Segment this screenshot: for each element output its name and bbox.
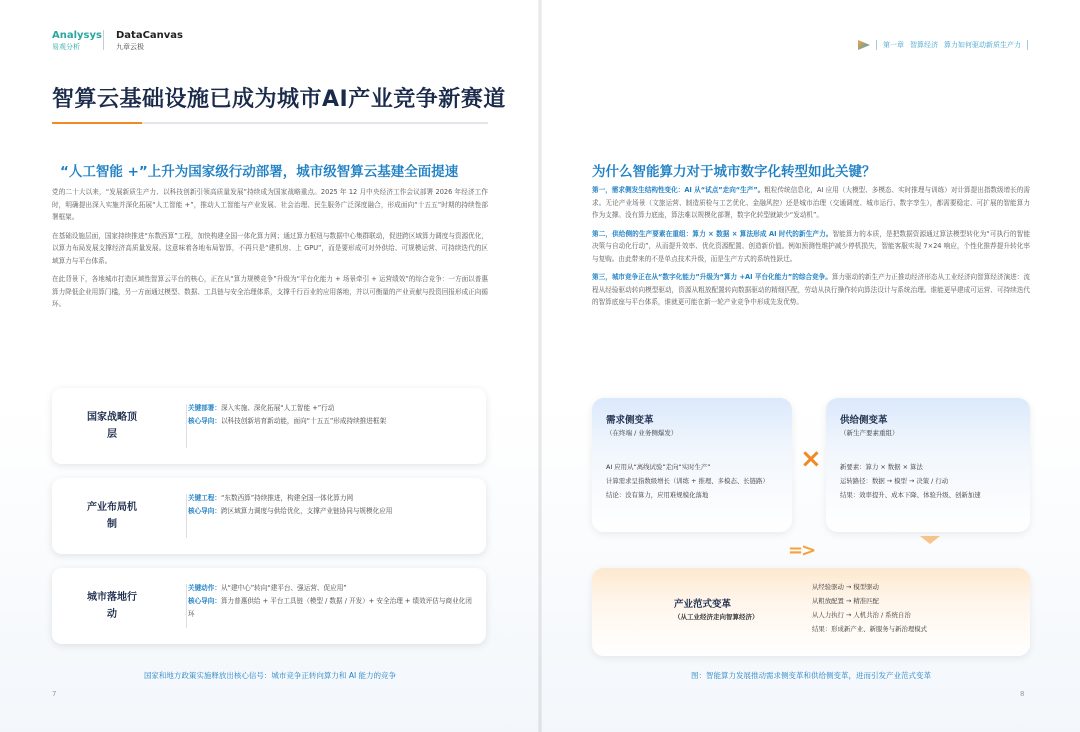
- down-arrow-icon: [920, 536, 940, 544]
- supply-card-title: 供给侧变革: [840, 415, 888, 426]
- timeline-label: 产业布局机制: [52, 478, 172, 554]
- datacanvas-logo-name: DataCanvas: [116, 30, 184, 41]
- chapter-breadcrumb: [858, 40, 1028, 50]
- right-section-title: 为什么智能算力对于城市数字化转型如此关键？: [592, 164, 876, 180]
- timeline-box-industry: [52, 478, 486, 554]
- supply-side-card: [826, 398, 1030, 532]
- timeline-divider: [186, 404, 187, 448]
- page-title: 智算云基础设施已成为城市AI产业竞争新赛道: [52, 87, 506, 112]
- timeline-box-city: [52, 568, 486, 644]
- demand-card-items: AI 应用从“离线试验”走向“实时生产” 计算需求呈指数级增长（训练 + 推理、多模态、长链路） 结论：没有算力，应用难规模化落地: [606, 463, 769, 499]
- title-underline: [52, 122, 488, 124]
- breadcrumb-section: 智算经济: [910, 41, 938, 49]
- analysys-logo: [52, 30, 102, 52]
- demand-card-title: 需求侧变革: [606, 415, 654, 426]
- right-point-2: 第二，供给侧的生产要素在重组：算力 × 数据 × 算法形成 AI 时代的新生产力。智能算力的本质，是把数据资源通过算法模型转化为“可执行的智能决策与自动化行动”，从而提升效率、优化资源配置、创造新价值。例如预测性维护减少停机损失，智能客服实现 7×24 响应，个性化推荐提升转化率与复购。由此带来的不是单点技术升级，而是生产方式的系统性跃迁。: [592, 229, 1030, 263]
- demand-card-subtitle: （在终端 / 业务侧爆发）: [606, 429, 678, 437]
- timeline-body: 关键动作：从“建中心”转向“建平台、强运营、促应用” 核心导向：算力普惠供给 + 平台工具链（模型 / 数据 / 开发）+ 安全治理 + 绩效评估与商业化闭环: [188, 584, 472, 618]
- page-number-right: 8: [1020, 690, 1025, 698]
- paradigm-card-subtitle: （从工业经济走向智算经济）: [674, 613, 759, 621]
- demand-side-card: [592, 398, 792, 532]
- timeline-label: 国家战略顶层: [52, 388, 172, 464]
- paradigm-card: [592, 568, 1030, 656]
- timeline-divider: [186, 494, 187, 538]
- right-point-1: 第一，需求侧发生结构性变化：AI 从“试点”走向“生产”。粗粒传统信息化，AI 应用（大模型、多模态、实时推理与训练）对计算提出指数级增长的需求。无论产业场景（文旅运营、制造质检与工艺优化、金融风控）还是城市治理（交通调度、城市运行、数字孪生），都需要稳定、可扩展的智能算力作为支撑。没有算力底座，算法难以规模化部署，数字化转型就缺少“发动机”。: [592, 186, 1030, 219]
- equals-arrow-icon: =>: [788, 540, 815, 561]
- datacanvas-logo-cn: 九章云极: [116, 43, 144, 51]
- logo-divider: [103, 30, 104, 50]
- supply-card-items: 新要素：算力 × 数据 × 算法 运转路径：数据 → 模型 → 决策 / 行动 结果：效率提升、成本下降、体验升级、创新加速: [840, 463, 981, 499]
- left-paragraph-3: 在此背景下，各地城市打造区域性智算云平台的核心，正在从“算力规模竞争”升级为“平台化能力 + 场景牵引 + 运营绩效”的综合竞争：一方面以普惠算力降低企业用算门槛，另一方面通过模型、数据、工具链与安全治理体系，支撑千行百业的应用落地，并以可衡量的产业贡献与投资回报形成正向循环。: [52, 275, 488, 308]
- analysys-logo-name: Analysys: [52, 30, 102, 41]
- left-body-text: [52, 186, 488, 317]
- paradigm-card-title: 产业范式变革: [674, 599, 732, 610]
- left-paragraph-1: 党的二十大以来，“发展新质生产力、以科技创新引领高质量发展”持续成为国家战略重点。2025 年 12 月中央经济工作会议部署 2026 年经济工作时，明确提出深入实施并深化拓展“人工智能 +”，推动人工智能与产业发展、社会治理、民生服务广泛深度融合，形成面向“十五五”时期的持续性部署框架。: [52, 188, 488, 221]
- right-body-text: [592, 184, 1030, 315]
- right-figure-caption: 图：智能算力发展推动需求侧变革和供给侧变革，进而引发产业范式变革: [691, 671, 931, 680]
- right-point-3: 第三，城市竞争正在从“数字化能力”升级为“算力 +AI 平台化能力”的综合竞争。算力驱动的新生产力正推动经济形态从工业经济向智算经济演进：流程从经验驱动转向模型驱动，资源从粗放配置转向数据驱动的精细匹配，劳动从执行操作转向算法设计与系统治理。谁能更早建成可运营、可持续迭代的智算底座与平台体系，谁就更可能在新一轮产业竞争中形成先发优势。: [592, 273, 1030, 306]
- breadcrumb-topic: 算力如何驱动新质生产力: [944, 41, 1021, 49]
- page-number-left: 7: [52, 690, 57, 698]
- timeline-body: 关键工程：“东数西算”持续推进，构建全国一体化算力网 核心导向：跨区域算力调度与供给优化，支撑产业链协同与规模化应用: [188, 494, 393, 515]
- timeline-box-national: [52, 388, 486, 464]
- book-spine: [538, 0, 542, 732]
- timeline-body: 关键部署：深入实施、深化拓展“人工智能 +”行动 核心导向：以科技创新培育新动能，面向“十五五”形成持续推进框架: [188, 404, 387, 425]
- supply-card-subtitle: （新生产要素重组）: [840, 429, 899, 437]
- datacanvas-logo: [116, 30, 183, 52]
- breadcrumb-chapter: 第一章: [883, 41, 904, 49]
- times-icon: ×: [800, 444, 822, 474]
- left-figure-caption: 国家和地方政策实施释放出核心信号：城市竞争正转向算力和 AI 能力的竞争: [143, 671, 397, 680]
- chapter-mark-icon: [858, 40, 870, 50]
- left-paragraph-2: 在基础设施层面，国家持续推进“东数西算”工程，加快构建全国一体化算力网；通过算力枢纽与数据中心集群联动，促进跨区域算力调度与资源优化，以算力布局发展支撑经济高质量发展。这意味着各地布局智算，不再只是“建机房、上 GPU”，而是要形成可对外供给、可规模运营、可持续迭代的区域算力与平台体系。: [52, 231, 488, 265]
- timeline-label: 城市落地行动: [52, 568, 172, 644]
- paradigm-card-items: 从经验驱动 → 模型驱动 从粗放配置 → 精准匹配 从人力执行 → 人机共治 / 系统自治 结果：形成新产业、新服务与新治理模式: [812, 583, 928, 633]
- timeline-divider: [186, 584, 187, 628]
- left-section-title: “人工智能 +”上升为国家级行动部署，城市级智算云基建全面提速: [60, 164, 459, 180]
- analysys-logo-cn: 易观分析: [52, 43, 80, 51]
